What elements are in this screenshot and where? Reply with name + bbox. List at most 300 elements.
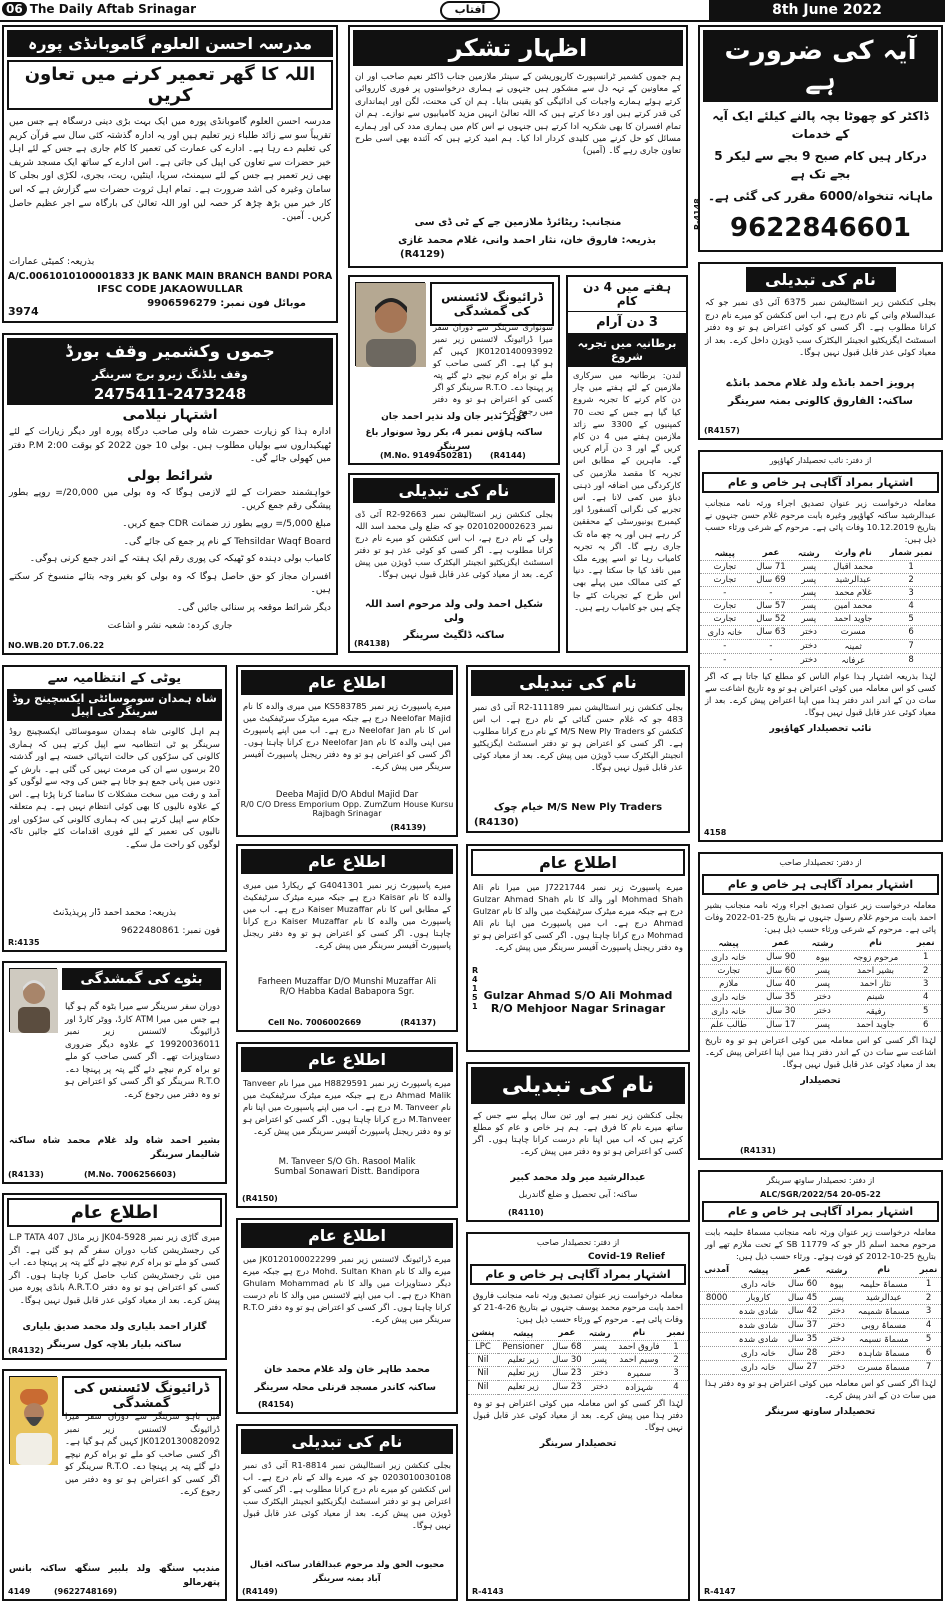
tehsil-3-footer: لہٰذا اگر کسی کو اس معاملہ میں کوئی اعتراض ہو تو وہ دفتر ہذا میں پیش کرے۔ بعد از معیاد کوئی عذر قابل قبول نہیں ہوگا۔ [473, 1397, 683, 1432]
waqf-footer: جاری کردہ: شعبہ نشر و اشاعت [107, 619, 233, 631]
tehsil-3-body: معاملہ درخواست زیر عنوان تصدیق ورثہ نامہ منجانب فاروق احمد بابت مرحوم محمد یوسف جنہوں نے بتاریخ 26-4-21 کو وفات پائی ہے۔ مرحوم کے ورثاء حسب ذیل ہیں: [473, 1289, 684, 1324]
table-cell: مسماۃ مسرت [851, 1360, 916, 1374]
name-change-2-body: بجلی کنکشن زیر انسٹالیشن نمبر 6375 آئی ڈی نمبر جو کہ عبدالسلام وانی کے نام درج ہے، اب اس کنکشن کو میرے نام درج کرانا مطلوب ہے۔ اگر کسی کو کوئی اعتراض ہو تو وہ دفتر اسسٹنٹ ایگزیکٹیو انجینئر الیکٹرک سب ڈویژن داخل کرے۔ بعد از معیاد کوئی عذر قابل قبول نہیں ہوگا۔ [705, 298, 936, 358]
tehsil-3-sign: تحصیلدار سرینگر [539, 1437, 617, 1449]
passport-1-title: اطلاع عام [241, 670, 453, 695]
tehsil-1-code: 4158 [704, 828, 727, 837]
name-change-2-addr: ساکنہ: الفاروق کالونی بمنہ سرینگر [728, 394, 913, 407]
table-cell: دختر [822, 1318, 852, 1332]
waqf-terms-title: شرائط بولی [127, 467, 213, 484]
table-cell: 17 سال [757, 1018, 804, 1031]
col-header: نام [851, 1264, 916, 1278]
table-cell: 30 سال [548, 1353, 585, 1366]
table-cell: 60 سال [757, 964, 804, 977]
wanted-phone: 9622846601 [730, 213, 911, 243]
table-cell: شبنم [841, 990, 911, 1004]
izhar-by-1: منجانب: ریٹائرڈ ملازمین جے کے ٹی ڈی سی [414, 217, 622, 228]
name-change-5-ad [236, 1424, 458, 1601]
masthead-date: 8th June 2022 [709, 0, 945, 20]
table-cell: بشیر احمد [841, 964, 911, 977]
col-header: عمر [548, 1327, 585, 1341]
name-change-2-code: (R4157) [704, 426, 740, 435]
table-row [700, 990, 941, 1004]
lost-wallet-mobile: (M.No. 7006256603) [84, 1170, 176, 1179]
tehsil-4-ref: ALC/SGR/2022/54 20-05-22 [760, 1189, 881, 1199]
table-cell: 5 [910, 1004, 941, 1018]
table-cell: 5 [881, 612, 941, 625]
tehsil-2-body: معاملہ درخواست زیر عنوان تصدیق اجراء ورثہ نامہ منجانب بشیر احمد بابت مرحوم غلام رسول جنہوں نے بتاریخ 25-01-2022 وفات پائی ہے۔ مرحوم کے شرعی ورثاء حسب ذیل ہیں: [705, 899, 937, 934]
table-row [700, 1346, 941, 1360]
table-cell: 3 [664, 1366, 688, 1380]
table-cell: 69 سال [750, 573, 793, 586]
table-cell: سمیرہ [614, 1366, 664, 1380]
col-header: پیشہ [700, 547, 750, 561]
table-cell: پسر [792, 560, 825, 573]
passport-2-code: (R4137) [400, 1018, 436, 1027]
table-cell: پسر [804, 1018, 840, 1031]
license-notice-6 [236, 1218, 458, 1414]
table-cell: پسر [822, 1291, 852, 1304]
name-change-3-name: M/S New Ply Traders خیام چوک [493, 802, 663, 813]
person-photo [9, 968, 57, 1032]
table-cell: 4 [881, 599, 941, 612]
table-cell: 7 [916, 1360, 941, 1374]
name-change-1-title: نام کی تبدیلی [353, 478, 555, 503]
waqf-term-3: Tehsildar Waqf Board کے نام پر جمع کی جائے گی۔ [123, 535, 331, 547]
table-cell: نثار احمد [841, 977, 911, 990]
heirs-table-4 [700, 1264, 941, 1375]
name-change-5-code: (R4149) [242, 1587, 278, 1596]
table-cell: وسیم احمد [614, 1353, 664, 1366]
wanted-code: R-4148 [693, 198, 702, 230]
table-cell: دختر [822, 1304, 852, 1318]
name-change-2-title: نام کی تبدیلی [746, 267, 896, 292]
izhar-body: ہم جموں کشمیر ٹرانسپورٹ کارپوریشن کے سینئر ملازمین جناب ڈاکٹر نعیم صاحب اور ان کے معاونین کے تہہ دل سے مشکور ہیں جنہوں نے ہماری درخواستوں پر فوری کارروائی کرتے ہوئے ہمارے واجبات کی ادائیگی کو یقینی بنایا۔ ہم ان کی محنت، لگن اور ایمانداری کی قدر کرتے ہیں اور دعا کرتے ہیں کہ اللہ تعالیٰ انہیں مزید کامیابیوں سے نوازے۔ ہم ان تمام افسران کا بھی شکریہ ادا کرتے ہیں جنہوں نے اس کام میں ہماری مدد کی اور ہمارے مسائل کو حل کرنے میں کلیدی کردار ادا کیا۔ ہم امید کرتے ہیں کہ آئندہ بھی اسی طرح تعاون جاری رہے گا۔ (آمین) [355, 72, 681, 157]
table-cell: عبدالرشید [851, 1291, 916, 1304]
lost-wallet-code: (R4133) [8, 1170, 44, 1179]
table-row [700, 1004, 941, 1018]
name-change-1-code: (R4138) [354, 639, 390, 648]
dl-lost-2-name: مندیپ سنگھ ولد بلبیر سنگھ ساکنہ بانس پتھرمالو [9, 1564, 220, 1588]
table-cell: مسماۃ شاہدہ [851, 1346, 916, 1360]
table-cell: خانہ داری [700, 990, 757, 1004]
table-cell: دختر [804, 1004, 840, 1018]
license-6-code: (R4154) [258, 1400, 294, 1409]
table-cell: شادی شدہ [733, 1332, 783, 1346]
passport-5-title: اطلاع عام [241, 1047, 453, 1072]
table-cell: 7 [881, 639, 941, 653]
table-cell: خانہ داری [700, 950, 757, 964]
dl-lost-1-name: گوہر نذیر جان ولد نذیر احمد جان [381, 412, 527, 422]
name-change-4-name: عبدالرشید میر ولد محمد کبیر [510, 1172, 646, 1183]
tehsil-notice-4 [698, 1170, 943, 1601]
tehsil-4-code: R-4147 [704, 1587, 736, 1596]
table-cell: دختر [822, 1332, 852, 1346]
col-header: آمدنی [700, 1264, 733, 1278]
name-change-3-title: نام کی تبدیلی [471, 670, 685, 696]
tehsil-2-head: از دفتر: تحصیلدار صاحب [779, 858, 862, 867]
tehsil-2-footer: لہٰذا اگر کسی کو اس معاملہ میں کوئی اعتراض ہو تو وہ تاریخ اشاعت سے سات دن کے اندر دفتر ہذا میں اپنا اعتراض پیش کرے۔ بعد از معیاد کوئی عذر قابل قبول نہیں ہوگا۔ [705, 1034, 936, 1069]
madrasa-body: مدرسہ احسن العلوم گاموبانڈی پورہ میں ایک بہت بڑی دینی درسگاہ ہے جس میں تقریباً سو سے زائد طلباء زیر تعلیم ہیں اور یہ ادارہ گذشتہ کئی سال سے قرآن کریم کی تعلیم دے رہا ہے۔ ادارے کی عمارت کی تعمیر کا کام جاری ہے جس کے لئے اہل خیر حضرات سے تعاون کی اپیل کی جاتی ہے۔ اس ادارے کے ساتھ ایک مسجد شریف بھی زیر تعمیر ہے جس کے لئے سیمنٹ، سریا، اینٹیں، ریت، بجری، لکڑی اور بجلی کا سامان وغیرہ کی اشد ضرورت ہے۔ تمام اہل ثروت حضرات سے گزارش ہے کہ اس کار خیر میں بڑھ چڑھ کر حصہ لیں اور اللہ تعالیٰ کی بارگاہ سے اجر عظیم حاصل کریں۔ آمین۔ [9, 116, 331, 223]
masthead-paper: 06 The Daily Aftab Srinagar [2, 2, 196, 16]
name-change-4-title: نام کی تبدیلی [471, 1067, 685, 1104]
passport-2-body: میرے پاسپورٹ زیر نمبر G4041301 کے ریکارڈ میں میری والدہ کا نام Kaisar درج ہے جبکہ میرے میٹرک سرٹیفکیٹ کے مطابق اس کا نام Kaiser Muzaffar درج ہے۔ اب میں پاسپورٹ میں والدہ کا نام Kaiser Muzaffar درج کرانا چاہتا ہوں۔ اگر کسی کو اعتراض ہو تو وہ دفتر ریجنل پاسپورٹ آفیسر سرینگر میں پیش کرے۔ [243, 880, 452, 950]
wanted-line-3: ماہانہ تنخواہ/6000 مقرر کی گئی ہے۔ [707, 189, 934, 203]
dl-lost-2-mobile: (9622748169) [54, 1587, 117, 1596]
appeal-title-2: شاہ ہمدان سوموسائٹی ایکسچینج روڈ سرینگر کی اپیل [7, 689, 222, 721]
dl-lost-1-title: ڈرائیونگ لائسنس کی گمشدگی [430, 282, 554, 326]
table-cell: LPC [468, 1340, 498, 1353]
table-cell: محمد امین [825, 599, 881, 612]
table-cell: خانہ داری [700, 625, 750, 639]
table-cell: فاروق احمد [614, 1340, 664, 1353]
name-change-4-addr: ساکنہ: آبی تحصیل و ضلع گاندربل [518, 1189, 638, 1200]
izhar-by-2: بذریعہ: فاروق خان، نثار احمد وانی، غلام محمد غازی [398, 234, 656, 246]
table-cell: 3 [881, 586, 941, 599]
table-cell: پسر [792, 586, 825, 599]
table-cell: 6 [916, 1346, 941, 1360]
name-change-5-body: بجلی کنکشن زیر انسٹالیشن نمبر R1-8814 آئی ڈی نمبر 0203010030108 جو کہ میرے والد کے نام درج ہے۔ اب اس کنکشن کو میرے نام درج کرانا مطلوب ہے۔ اگر کسی کو اعتراض ہو تو دفتر اسسٹنٹ ایگزیکٹیو انجینئر الیکٹرک سب ڈویژن میں پیش کرے۔ بعد از معیاد کوئی عذر قابل قبول نہیں ہوگا۔ [243, 1460, 451, 1530]
col-header: نمبر [916, 1264, 941, 1278]
table-cell: 37 سال [783, 1318, 821, 1332]
table-cell: 68 سال [548, 1340, 585, 1353]
table-cell: دختر [792, 639, 825, 653]
table-cell: 5 [916, 1332, 941, 1346]
passport-5-addr: Sumbal Sonawari Distt. Bandipora [274, 1167, 420, 1177]
person-photo [355, 282, 425, 366]
license-6-name: محمد طاہر خان ولد غلام محمد خان [264, 1364, 430, 1375]
table-cell: ثمینہ [825, 639, 881, 653]
col-header: عمر [757, 937, 804, 951]
table-cell: پسر [792, 573, 825, 586]
table-cell: مسماۃ نسیمہ [851, 1332, 916, 1346]
passport-3-title: اطلاع عام [471, 849, 685, 876]
table-cell: طالب علم [700, 1018, 757, 1031]
passport-2-name: Farheen Muzaffar D/O Munshi Muzaffar Ali [257, 977, 437, 987]
passport-1-code: (R4139) [390, 823, 426, 832]
table-row [700, 612, 941, 625]
table-cell: کاروبار [733, 1291, 783, 1304]
col-header: عمر [783, 1264, 821, 1278]
vehicle-notice-name: گلزار احمد بلیاری ولد محمد صدیق بلیاری [22, 1321, 207, 1332]
appeal-title-1: یوٹی کے انتظامیہ سے [47, 671, 182, 686]
table-row [700, 950, 941, 964]
table-cell: 3 [916, 1304, 941, 1318]
waqf-board-ad [2, 333, 338, 655]
col-header: پنشن [468, 1327, 498, 1341]
appeal-ad [2, 665, 227, 952]
name-change-3-code: (R4130) [474, 817, 519, 828]
name-change-3-body: بجلی کنکشن زیر انسٹالیشن نمبر R2-111189 آئی ڈی نمبر 483 جو کہ غلام حسن گنائی کے نام درج ہے۔ اب اس کنکشن کو M/S New Ply Traders کے نام درج کرانا مطلوب ہے۔ اگر کسی کو اعتراض ہو تو دفتر اسسٹنٹ ایگزیکٹیو انجینئر الیکٹرک سب ڈویژن میں پیش کرے۔ بعد از معیاد کوئی عذر قابل قبول نہیں ہوگا۔ [473, 702, 684, 772]
table-cell: خانہ داری [700, 1004, 757, 1018]
name-change-4-body: بجلی کنکشن زیر نمبر ہے اور تین سال پہلے سے جس کے ساتھ میرے نام کا فرق ہے۔ ہم ہر خاص و عام کو مطلع کرتے ہیں کہ اب میں اپنا نام درست کرانا چاہتا ہوں۔ اگر کسی کو اعتراض ہو تو وہ دفتر میں پیش کرے۔ [473, 1110, 683, 1156]
name-change-2-ad [698, 262, 943, 440]
tehsil-4-title: اشتہار بمراد آگاہی ہر خاص و عام [702, 1201, 939, 1222]
lost-wallet-body: دوران سفر سرینگر سے میرا بٹوہ گم ہو گیا ہے جس میں میرا ATM کارڈ، ووٹر کارڈ اور ڈرائیونگ لائسنس زیر نمبر 19920036011 کے علاوہ دیگر ضروری دستاویزات تھے۔ اگر کسی صاحب کو ملے تو براہ کرم نیچے دئے گئے پتہ پر پہنچا دے۔ R.T.O سرینگر کو اگر کسی کو اعتراض ہو تو وہ دفتر میں رجوع کرے۔ [65, 1002, 220, 1100]
name-change-1-body: بجلی کنکشن زیر انسٹالیشن نمبر R2-92663 آئی ڈی نمبر 0201020002623 جو کہ ضلع ولی محمد اسد اللہ ولی کے نام درج ہے، اب اس کنکشن کو میرے نام درج کرانا مطلوب ہے۔ اگر کسی کو کوئی عذر ہو تو دفتر اسسٹنٹ ایگزیکٹیو انجینئر الیکٹرک سب ڈویژن میں پیش کرے۔ بعد از معیاد کوئی عذر قابل قبول نہیں ہوگا۔ [355, 509, 553, 579]
table-row [700, 1277, 941, 1291]
heirs-table-1 [700, 547, 941, 668]
tehsil-notice-3 [466, 1232, 690, 1601]
table-cell: 23 سال [548, 1380, 585, 1394]
waqf-ishtihar: اشتہار نیلامی [122, 407, 218, 423]
table-cell: غلام محمد [825, 586, 881, 599]
col-header: نمبر [910, 937, 941, 951]
table-cell: دختر [822, 1360, 852, 1374]
passport-2-cell: Cell No. 7006002669 [268, 1018, 362, 1027]
col-header: رشتہ [585, 1327, 613, 1341]
col-header: رشتہ [804, 937, 840, 951]
waqf-term-1: خواہشمند حضرات کے لئے لازمی ہوگا کہ وہ بولی میں 20,000/= روپے بطور پیشگی رقم جمع کریں۔ [9, 486, 331, 512]
table-row [700, 964, 941, 977]
appeal-body: ہم اہل کالونی شاہ ہمدان سوموسائٹی ایکسچینج روڈ سرینگر یو ٹی انتظامیہ سے اپیل کرتے ہیں کہ ہماری کالونی کی سڑکوں کی حالت انتہائی خستہ ہے اور گذشتہ 20 برسوں سے ان کی مرمت نہیں کی گئی ہے۔ بارش کے دنوں میں پانی جمع ہو جاتا ہے جس کی وجہ سے لوگوں کو آمد و رفت میں سخت مشکلات کا سامنا کرنا پڑتا ہے۔ اس کے علاوہ نالیوں کا بھی کوئی انتظام نہیں ہے۔ ہم متعلقہ حکام سے اپیل کرتے ہیں کہ ہماری کالونی کی سڑکوں اور نالیوں کی تعمیر کے لئے فوری اقدامات کئے جائیں تاکہ لوگوں کو راحت مل سکے۔ [9, 727, 220, 850]
table-row [468, 1366, 688, 1380]
jobs-head-3: برطانیہ میں تجربہ شروع [568, 333, 686, 367]
paper-logo: آفتاب [440, 1, 500, 20]
table-row [700, 1360, 941, 1374]
name-change-5-name: محبوب الحق ولد مرحوم عبدالقادر ساکنہ اقبال آباد بمنہ سرینگر [249, 1560, 445, 1584]
name-change-3-ad [466, 665, 690, 833]
name-change-4-code: (R4110) [508, 1208, 544, 1217]
passport-2-title: اطلاع عام [241, 849, 453, 874]
table-cell: شادی شدہ [733, 1318, 783, 1332]
license-6-addr: ساکنہ کاندر مسجد قرنلی محلہ سرینگر [254, 1381, 436, 1393]
table-row [700, 1304, 941, 1318]
table-cell: - [750, 586, 793, 599]
tehsil-4-footer: لہٰذا اگر کسی کو اس معاملہ میں کوئی اعتراض ہو تو وہ دفتر ہذا میں سات دن کے اندر پیش کرے۔ [705, 1377, 936, 1400]
wanted-line-2: درکار ہیں کام صبح 9 بجے سے لیکر 5 بجے تک ہے [714, 149, 927, 181]
table-cell: تجارت [700, 560, 750, 573]
table-cell [700, 1318, 733, 1332]
table-cell: تجارت [700, 964, 757, 977]
table-cell [700, 1332, 733, 1346]
vehicle-notice-title: اطلاع عام [7, 1198, 222, 1227]
waqf-term-5: افسران مجاز کو حق حاصل ہوگا کہ وہ بولی کو بغیر وجہ بتائے منسوخ کر سکتے ہیں۔ [9, 570, 331, 596]
table-cell: 6 [910, 1018, 941, 1031]
tehsil-notice-2 [698, 852, 943, 1160]
col-header: عمر [750, 547, 793, 561]
lost-wallet-name: بشیر احمد شاہ ولد غلام محمد شاہ ساکنہ شالیمار سرینگر [9, 1136, 220, 1160]
wanted-title: آیہ کی ضرورت ہے [703, 30, 938, 102]
name-change-2-owner: پرویز احمد بانڈے ولد غلام محمد بانڈے [726, 377, 915, 389]
table-cell: - [700, 586, 750, 599]
table-header-row [700, 547, 941, 561]
table-cell [700, 1304, 733, 1318]
passport-3-code: R 4 1 5 1 [472, 966, 479, 1011]
table-cell: 2 [910, 964, 941, 977]
madrasa-code: 3974 [8, 305, 39, 318]
table-row [700, 1018, 941, 1031]
table-cell: مرحوم زوجہ [841, 950, 911, 964]
table-cell: زیر تعلیم [498, 1366, 548, 1380]
table-cell: 1 [910, 950, 941, 964]
table-cell: مسرت [825, 625, 881, 639]
wanted-ad [693, 25, 943, 252]
passport-notice-1 [236, 665, 458, 837]
izhar-code: (R4129) [400, 249, 445, 260]
table-cell: 2 [881, 573, 941, 586]
heirs-table-2 [700, 937, 941, 1032]
table-cell: 1 [916, 1277, 941, 1291]
table-cell: 1 [664, 1340, 688, 1353]
table-cell: دختر [804, 990, 840, 1004]
tehsil-notice-1 [698, 450, 943, 842]
table-cell: پسر [792, 599, 825, 612]
madrasa-ad [2, 25, 338, 323]
tehsil-4-sign: تحصیلدار ساوتھ سرینگر [765, 1405, 876, 1417]
vehicle-notice-code: (R4132) [8, 1346, 44, 1355]
table-cell: 60 سال [783, 1277, 821, 1291]
vehicle-notice-ad [2, 1193, 227, 1360]
table-cell: 4 [916, 1318, 941, 1332]
table-header-row [700, 937, 941, 951]
table-cell: 45 سال [783, 1291, 821, 1304]
tehsil-1-body: معاملہ درخواست زیر عنوان تصدیق اجراء ورثہ نامہ منجانب عبدالرشید ساکنہ کھاؤپور وغیرہ بابت مرحوم غلام حسن جنہوں نے بتاریخ 10.12.2019 وفات پائی ہے۔ مرحوم کے شرعی ورثاء حسب ذیل ہیں: [705, 497, 936, 544]
table-cell: دختر [792, 653, 825, 667]
col-header: نمبر [664, 1327, 688, 1341]
table-cell: محمد اقبال [825, 560, 881, 573]
col-header: پیشہ [733, 1264, 783, 1278]
dl-lost-2-title: ڈرائیونگ لائسنس کی گمشدگی [62, 1376, 221, 1416]
col-header: نمبر شمار [881, 547, 941, 561]
table-cell: - [750, 653, 793, 667]
passport-3-name: Gulzar Ahmad S/O Ali Mohmad [483, 989, 673, 1002]
table-cell: تجارت [700, 573, 750, 586]
name-change-1-addr: ساکنہ ڈلگیٹ سرینگر [403, 630, 505, 642]
table-cell: 3 [910, 977, 941, 990]
table-row [700, 1318, 941, 1332]
table-cell: 40 سال [757, 977, 804, 990]
table-row [468, 1380, 688, 1394]
table-header-row [700, 1264, 941, 1278]
dl-lost-1-body: سونواری سرینگر سے دوران سفر میرا ڈرائیونگ لائسنس زیر نمبر JK0120140093992 کہیں گم ہو گیا ہے۔ اگر کسی صاحب کو ملے تو براہ کرم نیچے دئے گئے پتہ پر پہنچا دے۔ R.T.O سرینگر کو اگر کسی کو اعتراض ہو تو وہ دفتر میں رجوع کرے۔ [433, 322, 553, 416]
table-cell: 28 سال [783, 1346, 821, 1360]
name-change-4-ad [466, 1062, 690, 1222]
table-row [700, 573, 941, 586]
table-row [700, 639, 941, 653]
table-cell: 2 [916, 1291, 941, 1304]
madrasa-title: مدرسہ احسن العلوم گاموبانڈی پورہ [7, 30, 333, 57]
table-cell: 90 سال [757, 950, 804, 964]
table-cell: پسر [792, 612, 825, 625]
table-row [700, 599, 941, 612]
table-cell: - [700, 639, 750, 653]
lost-wallet-title: بٹوے کی گمشدگی [62, 968, 221, 990]
vehicle-notice-body: میری گاڑی زیر نمبر JK04-5928 زیر ماڈل L.P TATA 407 کی رجسٹریشن کتاب دوران سفر گم ہو گئی ہے۔ اگر کسی کو ملے تو براہ کرم نیچے دئے گئے پتہ پر پہنچا دے۔ اب میں نئی رجسٹریشن کتاب حاصل کرنا چاہتا ہوں۔ اگر کسی کو اعتراض ہو تو وہ دفتر A.R.T.O بانڈی پورہ میں پیش کرے۔ بعد از معیاد کوئی عذر قابل قبول نہیں ہوگا۔ [9, 1233, 221, 1306]
table-cell: دختر [822, 1346, 852, 1360]
table-cell: 63 سال [750, 625, 793, 639]
wanted-line-1: ڈاکٹر کو چھوٹا بچہ پالنے کیلئے ایک آیہ کے خدمات [712, 109, 929, 141]
table-cell: 52 سال [750, 612, 793, 625]
table-cell: دختر [792, 625, 825, 639]
madrasa-phone: موبائل فون نمبر: 9906596279 [147, 297, 306, 309]
tehsil-3-relief: Covid-19 Relief [588, 1251, 665, 1262]
izhar-tashakur-ad [348, 25, 688, 268]
table-cell: تجارت [700, 612, 750, 625]
table-cell: 8000 [700, 1291, 733, 1304]
passport-3-addr: R/O Mehjoor Nagar Srinagar [490, 1002, 666, 1015]
table-cell: عبدالرشید [825, 573, 881, 586]
appeal-by: بذریعہ: محمد احمد ڈار پریذیڈنٹ [52, 907, 177, 918]
col-header: رشتہ [792, 547, 825, 561]
tehsil-3-code: R-4143 [472, 1587, 504, 1596]
table-cell: دختر [585, 1366, 613, 1380]
table-cell: عرفانہ [825, 653, 881, 667]
license-6-title: اطلاع عام [241, 1223, 453, 1248]
table-row [700, 586, 941, 599]
table-cell: جاوید احمد [841, 1018, 911, 1031]
table-row [700, 560, 941, 573]
table-cell: خانہ داری [733, 1277, 783, 1291]
tehsil-1-footer: لہٰذا بذریعہ اشتہار ہذا عوام الناس کو مطلع کیا جاتا ہے کہ اگر کسی کو اس معاملہ میں کوئی اعتراض ہو تو وہ تاریخ اشاعت سے سات دن کے اندر اندر دفتر ہذا میں اپنا اعتراض پیش کرے۔ بعد از معیاد کوئی عذر قابل قبول نہیں ہوگا۔ [705, 670, 936, 717]
table-cell: Nil [468, 1380, 498, 1394]
table-cell: 35 سال [757, 990, 804, 1004]
table-cell [700, 1360, 733, 1374]
passport-notice-2 [236, 844, 458, 1032]
table-cell: دختر [585, 1380, 613, 1394]
table-row [700, 1332, 941, 1346]
table-cell: ملازم [700, 977, 757, 990]
name-change-5-title: نام کی تبدیلی [241, 1429, 453, 1454]
col-header: پیشہ [700, 937, 757, 951]
madrasa-subtitle: اللہ کا گھر تعمیر کرنے میں تعاون کریں [7, 60, 333, 110]
jobs-head-1: ہفتے میں 4 دن کام [568, 277, 686, 312]
jobs-article [566, 275, 688, 653]
table-cell: Pensioner [498, 1340, 548, 1353]
madrasa-account: A/C.0061010100001833 JK BANK MAIN BRANCH BANDI PORA [7, 270, 333, 282]
table-row [700, 625, 941, 639]
passport-2-addr: R/O Habba Kadal Babapora Sgr. [279, 987, 415, 997]
dl-lost-1-mobile: (M.No. 9149450281) [380, 451, 472, 460]
table-cell [700, 1346, 733, 1360]
dl-lost-2-body: میں باہو سرینگر سے دوران سفر میرا ڈرائیونگ لائسنس زیر نمبر JK0120130082092 کہیں گم ہو گیا ہے۔ اگر کسی صاحب کو ملے تو براہ کرم نیچے دئے گئے پتہ پر پہنچا دے۔ R.T.O سرینگر کو اگر کسی کو اعتراض ہو تو وہ دفتر میں رجوع کرے۔ [65, 1412, 220, 1497]
tehsil-1-head: از دفتر: نائب تحصیلدار کھاؤپور [769, 456, 872, 465]
tehsil-4-body: معاملہ درخواست زیر عنوان ورثہ نامہ منجانب مسماۃ حلیمہ بابت مرحوم محمد اسلم ڈار جو کہ SB 11779 کے تحت ملازم تھے اور بتاریخ 25-10-2012 کو فوت ہوئے۔ ورثاء حسب ذیل ہیں: [705, 1226, 936, 1261]
table-cell: تجارت [700, 599, 750, 612]
table-cell: 2 [664, 1353, 688, 1366]
col-header: نام [841, 937, 911, 951]
passport-5-code: (R4150) [242, 1194, 278, 1203]
name-change-1-ad [348, 473, 560, 653]
table-cell: شہزادہ [614, 1380, 664, 1394]
table-cell: پسر [804, 977, 840, 990]
dl-lost-1-addr: ساکنہ ہاؤس نمبر 4، بکر روڈ سونوار باغ سرینگر [365, 428, 543, 452]
passport-5-name: M. Tanveer S/O Gh. Rasool Malik [278, 1157, 416, 1167]
tehsil-2-title: اشتہار بمراد آگاہی ہر خاص و عام [702, 874, 939, 895]
table-cell: - [750, 639, 793, 653]
waqf-ref: NO.WB.20 DT.7.06.22 [8, 641, 105, 650]
heirs-table-3 [468, 1327, 688, 1395]
passport-1-name: Deeba Majid D/O Abdul Majid Dar [275, 790, 419, 800]
jobs-body: لندن: برطانیہ میں سرکاری ملازمین کے لئے ہفتے میں چار دن کام کرنے کا تجربہ شروع کیا گیا ہے جس کے تحت 70 کمپنیوں کے 3300 سے زائد ملازمین ہفتے میں 4 دن کام کریں گے اور 3 دن آرام کریں گے۔ ماہرین کے مطابق اس تجربہ کا مقصد ملازمین کی کارکردگی میں اضافہ اور ذہنی دباؤ میں کمی لانا ہے۔ اس تجربے کی نگرانی آکسفورڈ اور کیمبرج یونیورسٹی کے محققین کر رہے ہیں اور یہ چھ ماہ تک جاری رہے گا۔ اگر یہ تجربہ کامیاب رہا تو اسے پورے ملک میں نافذ کیا جا سکتا ہے۔ دنیا کے کئی ممالک میں پہلے بھی اس طرح کے تجربات کئے جا چکے ہیں جو کامیاب رہے ہیں۔ [573, 370, 681, 612]
table-cell: 4 [910, 990, 941, 1004]
tehsil-4-head: از دفتر: تحصیلدار ساوتھ سرینگر [766, 1176, 875, 1185]
table-row [468, 1353, 688, 1366]
passport-notice-5 [236, 1042, 458, 1208]
vehicle-notice-addr: ساکنہ بلیار بلاچہ کول سرینگر [47, 1338, 182, 1350]
table-cell: زیر تعلیم [498, 1380, 548, 1394]
table-cell: Nil [468, 1353, 498, 1366]
tehsil-3-title: اشتہار بمراد آگاہی ہر خاص و عام [470, 1264, 686, 1285]
col-header: رشتہ [822, 1264, 852, 1278]
col-header: پیشہ [498, 1327, 548, 1341]
table-cell: مسماۃ شمیمہ [851, 1304, 916, 1318]
passport-1-addr: R/0 C/O Dress Emporium Opp. ZumZum House Kursu Rajbagh Srinagar [240, 800, 454, 818]
passport-notice-3 [466, 844, 690, 1052]
waqf-term-6: دیگر شرائط موقعہ پر سنائی جائیں گی۔ [176, 601, 331, 613]
col-header: نام [614, 1327, 664, 1341]
table-cell: زیر تعلیم [498, 1353, 548, 1366]
